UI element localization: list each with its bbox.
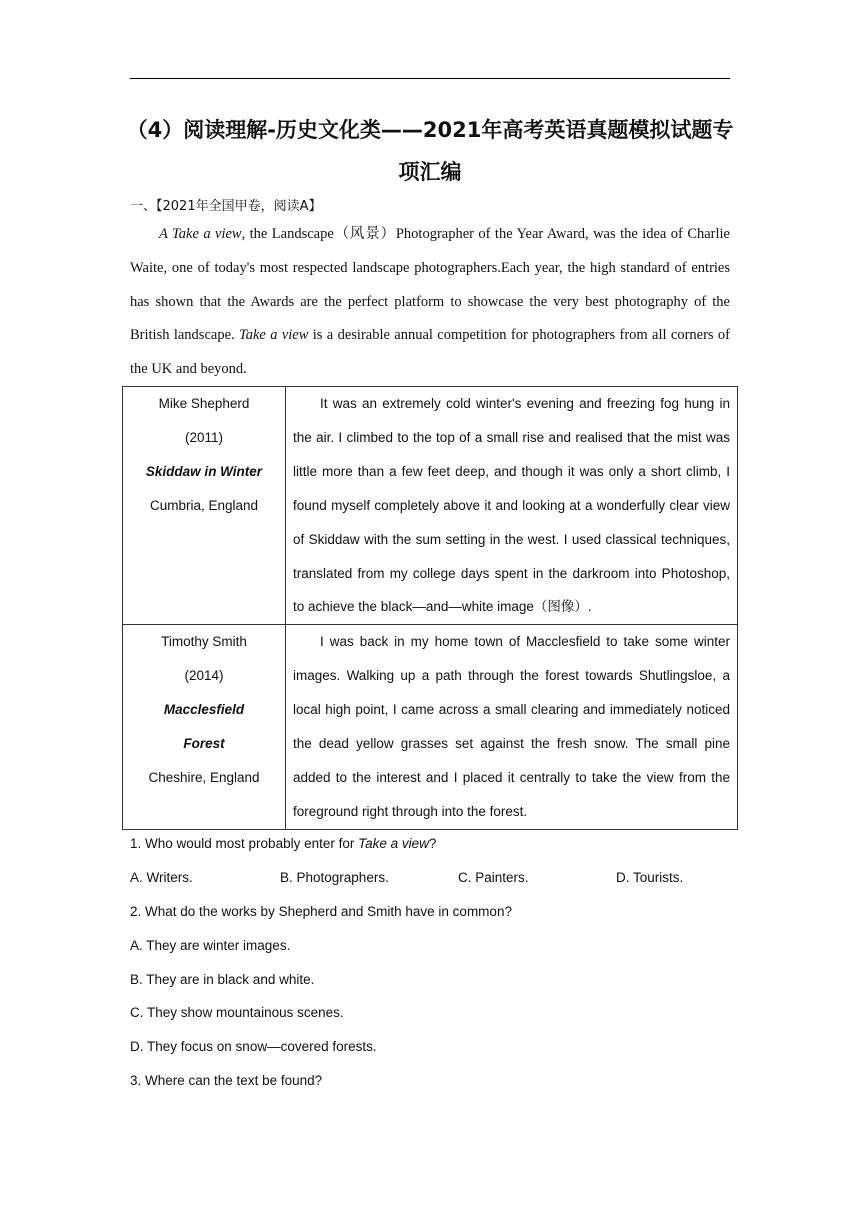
question-1-options bbox=[130, 867, 730, 889]
table-row bbox=[123, 387, 738, 625]
entry-info-cell bbox=[123, 387, 286, 625]
entry-year: (2011) bbox=[184, 430, 224, 445]
photographer-name: Mike Shepherd bbox=[158, 396, 250, 411]
section-header: 一、【2021年全国甲卷，阅读A】 bbox=[130, 199, 322, 214]
work-title: Skiddaw in Winter bbox=[145, 464, 263, 479]
q2-option-d: D. They focus on snow—covered forests. bbox=[130, 1039, 377, 1054]
intro-lead-italic: A Take a view bbox=[159, 226, 242, 242]
q1-italic: Take a view bbox=[358, 836, 429, 851]
photographer-name: Timothy Smith bbox=[161, 634, 247, 650]
entries-table bbox=[122, 386, 738, 830]
entry-info-cell bbox=[123, 625, 286, 829]
q1-option-a: A. Writers. bbox=[130, 870, 193, 885]
intro-text2: is a desirable annual competition for photographers from all corners of the UK and beyond. bbox=[130, 327, 730, 378]
q1-option-b: B. Photographers. bbox=[280, 870, 389, 885]
question-2-stem: 2. What do the works by Shepherd and Smith have in common? bbox=[130, 904, 512, 919]
entry-year: (2014) bbox=[184, 668, 224, 684]
question-3-stem: 3. Where can the text be found? bbox=[130, 1073, 323, 1088]
q1-prefix: 1. Who would most probably enter for bbox=[130, 836, 359, 851]
document-title-line2: 项汇编 bbox=[398, 160, 462, 184]
q1-option-d: D. Tourists. bbox=[616, 870, 684, 885]
question-1-stem bbox=[130, 833, 436, 855]
work-title-line2: Forest bbox=[183, 736, 225, 752]
intro-text1: , the Landscape（风景）Photographer of the Year Award, was the idea of Charlie Waite, one of today's most respected landscape photographers.Each year, the high standard of entries has shown that the Awards are the perfect platform to showcase the very best photography of the British landscape. bbox=[130, 226, 730, 344]
intro-paragraph bbox=[130, 218, 730, 387]
entry-description-cell bbox=[286, 387, 738, 625]
entry-description: I was back in my home town of Macclesfield to take some winter images. Walking up a path through the forest towards Shutlingsloe, a local high point, I came across a small clearing and immediately noticed the dead yellow grasses set against the fresh snow. The small pine added to the interest and I placed it centrally to take the view from the foreground right through into the forest. bbox=[293, 634, 730, 819]
q1-suffix: ? bbox=[428, 836, 437, 851]
entry-location: Cheshire, England bbox=[148, 770, 260, 786]
entry-location: Cumbria, England bbox=[149, 498, 259, 513]
table-row bbox=[123, 625, 738, 829]
document-title-line1: （4）阅读理解-历史文化类——2021年高考英语真题模拟试题专 bbox=[126, 118, 734, 142]
entry-description-cell bbox=[286, 625, 738, 829]
q2-option-c: C. They show mountainous scenes. bbox=[130, 1005, 344, 1020]
q2-option-b: B. They are in black and white. bbox=[130, 972, 315, 987]
q2-option-a: A. They are winter images. bbox=[130, 938, 291, 953]
intro-mid-italic: Take a view bbox=[239, 327, 309, 344]
work-title-line1: Macclesfield bbox=[163, 702, 245, 718]
entry-description: It was an extremely cold winter's evening and freezing fog hung in the air. I climbed to the top of a small rise and realised that the mist was little more than a few feet deep, and though it was only a short climb, I found myself completely above it and looking at a wonderfully clear view of Skiddaw with the sum setting in the west. I used classical techniques, translated from my college days spent in the darkroom into Photoshop, to achieve the black—and—white image（图像）. bbox=[293, 396, 730, 615]
q1-option-c: C. Painters. bbox=[458, 870, 529, 885]
header-rule bbox=[130, 78, 730, 79]
